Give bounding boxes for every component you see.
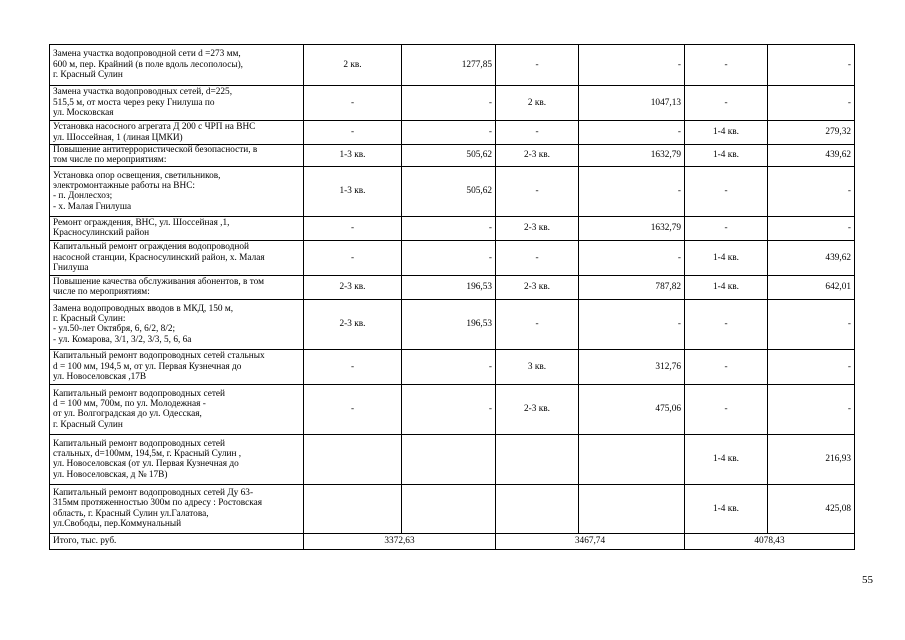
period-1-quarter: 1-3 кв. (304, 166, 402, 216)
investment-table (49, 44, 855, 550)
work-description: Капитальный ремонт ограждения водопроводной насосной станции, Красносулинский район, х. Малая Гнилуша (50, 240, 304, 275)
period-3-amount: - (768, 299, 855, 349)
period-1-amount (402, 484, 496, 533)
period-2-quarter (496, 484, 579, 533)
period-2-amount (579, 434, 685, 484)
period-1-quarter: 2-3 кв. (304, 275, 402, 299)
table-row (50, 275, 855, 299)
work-description: Замена участка водопроводных сетей, d=225, 515,5 м, от моста через реку Гнилуша по ул. Московская (50, 86, 304, 121)
period-3-quarter: 1-4 кв. (685, 484, 768, 533)
period-3-amount: 279,32 (768, 121, 855, 145)
table-row (50, 240, 855, 275)
period-1-amount: 196,53 (402, 299, 496, 349)
period-3-amount: - (768, 349, 855, 384)
period-3-amount: - (768, 216, 855, 240)
period-1-quarter: - (304, 384, 402, 434)
work-description: Установка насосного агрегата Д 200 с ЧРП на ВНС ул. Шоссейная, 1 (линая ЦМКИ) (50, 121, 304, 145)
period-3-quarter: - (685, 384, 768, 434)
period-2-amount: 1047,13 (579, 86, 685, 121)
work-description: Ремонт ограждения, ВНС, ул. Шоссейная ,1, Красносулинский район (50, 216, 304, 240)
table-row (50, 145, 855, 167)
period-3-amount: 425,08 (768, 484, 855, 533)
period-3-quarter: - (685, 349, 768, 384)
period-3-amount: - (768, 86, 855, 121)
period-2-amount: - (579, 166, 685, 216)
work-description: Капитальный ремонт водопроводных сетей стальных, d=100мм, 194,5м, г. Красный Сулин , ул. Новоселовская (от ул. Первая Кузнечная до ул. Новоселовская, д № 17В) (50, 434, 304, 484)
period-3-amount: 439,62 (768, 240, 855, 275)
period-2-quarter: - (496, 166, 579, 216)
period-2-quarter: 2-3 кв. (496, 145, 579, 167)
period-3-quarter: - (685, 166, 768, 216)
period-2-quarter: - (496, 45, 579, 86)
work-description: Капитальный ремонт водопроводных сетей Ду 63- 315мм протяженностью 300м по адресу : Ростовская область, г. Красный Сулин ул.Галатова, ул.Свободы, пер.Коммунальный (50, 484, 304, 533)
work-description: Установка опор освещения, светильников, электромонтажные работы на ВНС: - п. Донлесхоз; - х. Малая Гнилуша (50, 166, 304, 216)
period-3-amount: - (768, 166, 855, 216)
work-description: Повышение антитеррористической безопасности, в том числе по мероприятиям: (50, 145, 304, 167)
table-row (50, 434, 855, 484)
period-3-quarter: 1-4 кв. (685, 121, 768, 145)
period-3-quarter: 1-4 кв. (685, 275, 768, 299)
period-3-quarter: 1-4 кв. (685, 145, 768, 167)
period-2-amount: 787,82 (579, 275, 685, 299)
page-number: 55 (862, 574, 873, 586)
total-row (50, 533, 855, 549)
period-1-quarter: - (304, 121, 402, 145)
period-1-quarter: 1-3 кв. (304, 145, 402, 167)
total-period-1: 3372,63 (304, 533, 496, 549)
period-2-quarter: 3 кв. (496, 349, 579, 384)
period-1-amount (402, 434, 496, 484)
period-2-amount (579, 484, 685, 533)
table-row (50, 484, 855, 533)
work-description: Капитальный ремонт водопроводных сетей стальных d = 100 мм, 194,5 м, от ул. Первая Кузнечная до ул. Новоселовская ,17В (50, 349, 304, 384)
period-2-amount: - (579, 299, 685, 349)
period-2-amount: - (579, 240, 685, 275)
period-1-quarter: - (304, 216, 402, 240)
period-1-amount: - (402, 121, 496, 145)
table-row (50, 166, 855, 216)
table-row (50, 299, 855, 349)
period-2-quarter (496, 434, 579, 484)
period-2-quarter: - (496, 299, 579, 349)
period-2-quarter: - (496, 121, 579, 145)
period-3-quarter: 1-4 кв. (685, 434, 768, 484)
work-description: Повышение качества обслуживания абонентов, в том числе по мероприятиям: (50, 275, 304, 299)
period-1-amount: 505,62 (402, 166, 496, 216)
period-2-amount: 475,06 (579, 384, 685, 434)
table-row (50, 216, 855, 240)
period-1-quarter (304, 484, 402, 533)
period-1-amount: - (402, 240, 496, 275)
period-1-quarter: 2 кв. (304, 45, 402, 86)
period-1-amount: 196,53 (402, 275, 496, 299)
period-1-quarter: - (304, 240, 402, 275)
table-row (50, 349, 855, 384)
period-2-quarter: 2-3 кв. (496, 384, 579, 434)
period-2-quarter: 2 кв. (496, 86, 579, 121)
work-description: Замена участка водопроводной сети d =273 мм, 600 м, пер. Крайний (в поле вдоль лесополосы), г. Красный Сулин (50, 45, 304, 86)
period-1-amount: - (402, 216, 496, 240)
period-3-amount: 642,01 (768, 275, 855, 299)
table-row (50, 86, 855, 121)
period-1-quarter: 2-3 кв. (304, 299, 402, 349)
total-label: Итого, тыс. руб. (50, 533, 304, 549)
period-1-amount: 1277,85 (402, 45, 496, 86)
period-1-quarter (304, 434, 402, 484)
period-1-amount: - (402, 86, 496, 121)
period-2-quarter: 2-3 кв. (496, 275, 579, 299)
period-3-quarter: 1-4 кв. (685, 240, 768, 275)
work-description: Капитальный ремонт водопроводных сетей d = 100 мм, 700м, по ул. Молодежная - от ул. Волгоградская до ул. Одесская, г. Красный Сулин (50, 384, 304, 434)
period-3-quarter: - (685, 45, 768, 86)
table-row (50, 121, 855, 145)
period-2-amount: - (579, 45, 685, 86)
period-3-quarter: - (685, 216, 768, 240)
period-3-quarter: - (685, 86, 768, 121)
period-3-amount: - (768, 45, 855, 86)
total-period-2: 3467,74 (496, 533, 685, 549)
period-3-amount: 216,93 (768, 434, 855, 484)
period-2-quarter: 2-3 кв. (496, 216, 579, 240)
period-1-quarter: - (304, 86, 402, 121)
period-2-amount: 1632,79 (579, 145, 685, 167)
period-1-amount: - (402, 349, 496, 384)
work-description: Замена водопроводных вводов в МКД, 150 м, г. Красный Сулин: - ул.50-лет Октября, 6, 6/2, 8/2; - ул. Комарова, 3/1, 3/2, 3/3, 5, 6, 6а (50, 299, 304, 349)
period-3-quarter: - (685, 299, 768, 349)
period-3-amount: - (768, 384, 855, 434)
table-row (50, 45, 855, 86)
period-1-quarter: - (304, 349, 402, 384)
period-1-amount: - (402, 384, 496, 434)
period-1-amount: 505,62 (402, 145, 496, 167)
period-2-amount: 312,76 (579, 349, 685, 384)
period-3-amount: 439,62 (768, 145, 855, 167)
table-row (50, 384, 855, 434)
period-2-amount: 1632,79 (579, 216, 685, 240)
period-2-quarter: - (496, 240, 579, 275)
total-period-3: 4078,43 (685, 533, 855, 549)
period-2-amount: - (579, 121, 685, 145)
